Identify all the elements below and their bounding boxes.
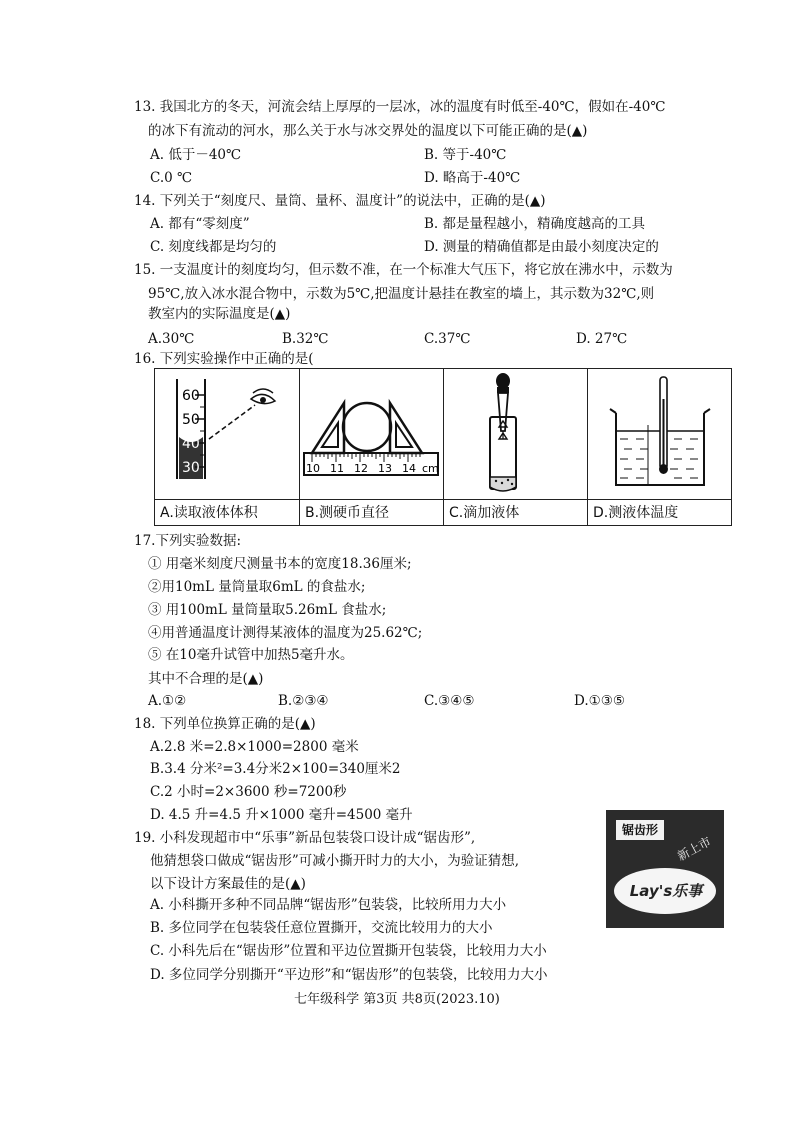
q14-option-d: D. 测量的精确值都是由最小刻度决定的 [424,239,659,255]
caption-d: D.测液体温度 [588,499,732,526]
q15-option-c: C.37℃ [424,331,471,347]
cylinder-tick-50: 50 [182,412,200,428]
figure-b-coin-ruler [300,369,444,499]
q17-option-c: C.③④⑤ [424,693,475,709]
q17-item-2: ②用10mL 量筒量取6mL 的食盐水; [148,579,366,595]
q17-option-b: B.②③④ [278,693,329,709]
ruler-tick-11: 11 [330,462,344,475]
ruler-tick-10: 10 [306,462,320,475]
q17-item-1: ① 用毫米刻度尺测量书本的宽度18.36厘米; [148,556,412,572]
cylinder-tick-40: 40 [182,436,200,452]
q14-option-b: B. 都是量程越小，精确度越高的工具 [424,216,646,232]
q14-stem: 14. 下列关于“刻度尺、量筒、量杯、温度计”的说法中，正确的是(▲) [134,193,546,209]
q18-option-c: C.2 小时=2×3600 秒=7200秒 [150,784,347,800]
q13-option-c: C.0 ℃ [150,170,193,186]
figure-a-cylinder [155,369,300,499]
q13-stem-line1: 13. 我国北方的冬天，河流会结上厚厚的一层冰，冰的温度有时低至-40℃，假如在-40℃ [134,99,666,115]
caption-c: C.滴加液体 [444,499,588,526]
q17-item-3: ③ 用100mL 量筒量取5.26mL 食盐水; [148,602,387,618]
photo-corner-text: 新上市 [675,834,714,864]
q15-option-a: A.30℃ [148,331,195,347]
q18-option-a: A.2.8 米=2.8×1000=2800 毫米 [150,739,359,755]
q17-item-5: ⑤ 在10毫升试管中加热5毫升水。 [148,647,354,663]
q16-figure-table [154,368,732,526]
q17-ask: 其中不合理的是(▲) [148,671,264,687]
photo-label: 锯齿形 [616,820,664,840]
q17-option-d: D.①③⑤ [574,693,625,709]
q17-item-4: ④用普通温度计测得某液体的温度为25.62℃; [148,625,423,641]
ruler-unit: cm [422,462,439,475]
q15-stem-line2: 95℃,放入冰水混合物中，示数为5℃,把温度计悬挂在教室的墙上，其示数为32℃,则 [148,286,655,302]
q19-option-d: D. 多位同学分别撕开“平边形”和“锯齿形”的包装袋，比较用力大小 [150,967,548,983]
q19-stem-line2: 他猜想袋口做成“锯齿形”可减小撕开时力的大小，为验证猜想, [150,853,520,869]
cylinder-tick-30: 30 [182,460,200,476]
q14-option-a: A. 都有“零刻度” [150,216,250,232]
q15-stem-line1: 15. 一支温度计的刻度均匀，但示数不准，在一个标准大气压下，将它放在沸水中，示数为 [134,262,673,278]
q16-stem: 16. 下列实验操作中正确的是( [134,351,314,367]
lays-package-photo [606,810,724,928]
q18-option-d: D. 4.5 升=4.5 升×1000 毫升=4500 毫升 [150,807,413,823]
q15-stem-line3: 教室内的实际温度是(▲) [148,306,291,322]
eye-icon [251,389,275,404]
figure-d-thermometer [588,369,732,499]
cylinder-tick-60: 60 [182,388,200,404]
caption-a: A.读取液体体积 [155,499,300,526]
q13-option-b: B. 等于-40℃ [424,147,507,163]
ruler-tick-12: 12 [354,462,368,475]
q15-option-d: D. 27℃ [576,331,628,347]
q19-option-c: C. 小科先后在“锯齿形”位置和平边位置撕开包装袋，比较用力大小 [150,943,547,959]
q19-option-a: A. 小科撕开多种不同品牌“锯齿形”包装袋，比较所用力大小 [150,897,507,913]
photo-brand: Lay's乐事 [629,882,703,900]
q19-stem-line1: 19. 小科发现超市中“乐事”新品包装袋口设计成“锯齿形”, [134,830,476,846]
q17-option-a: A.①② [148,693,187,709]
q18-stem: 18. 下列单位换算正确的是(▲) [134,716,316,732]
q18-option-b: B.3.4 分米²=3.4分米2×100=340厘米2 [150,761,401,777]
ruler-tick-14: 14 [402,462,416,475]
q13-stem-line2: 的冰下有流动的河水，那么关于水与冰交界处的温度以下可能正确的是(▲) [148,123,588,139]
figure-c-dropper [444,369,588,499]
q13-option-d: D. 略高于-40℃ [424,170,521,186]
caption-b: B.测硬币直径 [300,499,444,526]
q17-stem: 17.下列实验数据: [134,533,242,549]
q19-stem-line3: 以下设计方案最佳的是(▲) [150,876,306,892]
q14-option-c: C. 刻度线都是均匀的 [150,239,277,255]
ruler-tick-13: 13 [378,462,392,475]
page-footer: 七年级科学 第3页 共8页(2023.10) [294,992,500,1007]
q13-option-a: A. 低于－40℃ [150,147,242,163]
q19-option-b: B. 多位同学在包装袋任意位置撕开，交流比较用力的大小 [150,920,493,936]
q15-option-b: B.32℃ [282,331,329,347]
